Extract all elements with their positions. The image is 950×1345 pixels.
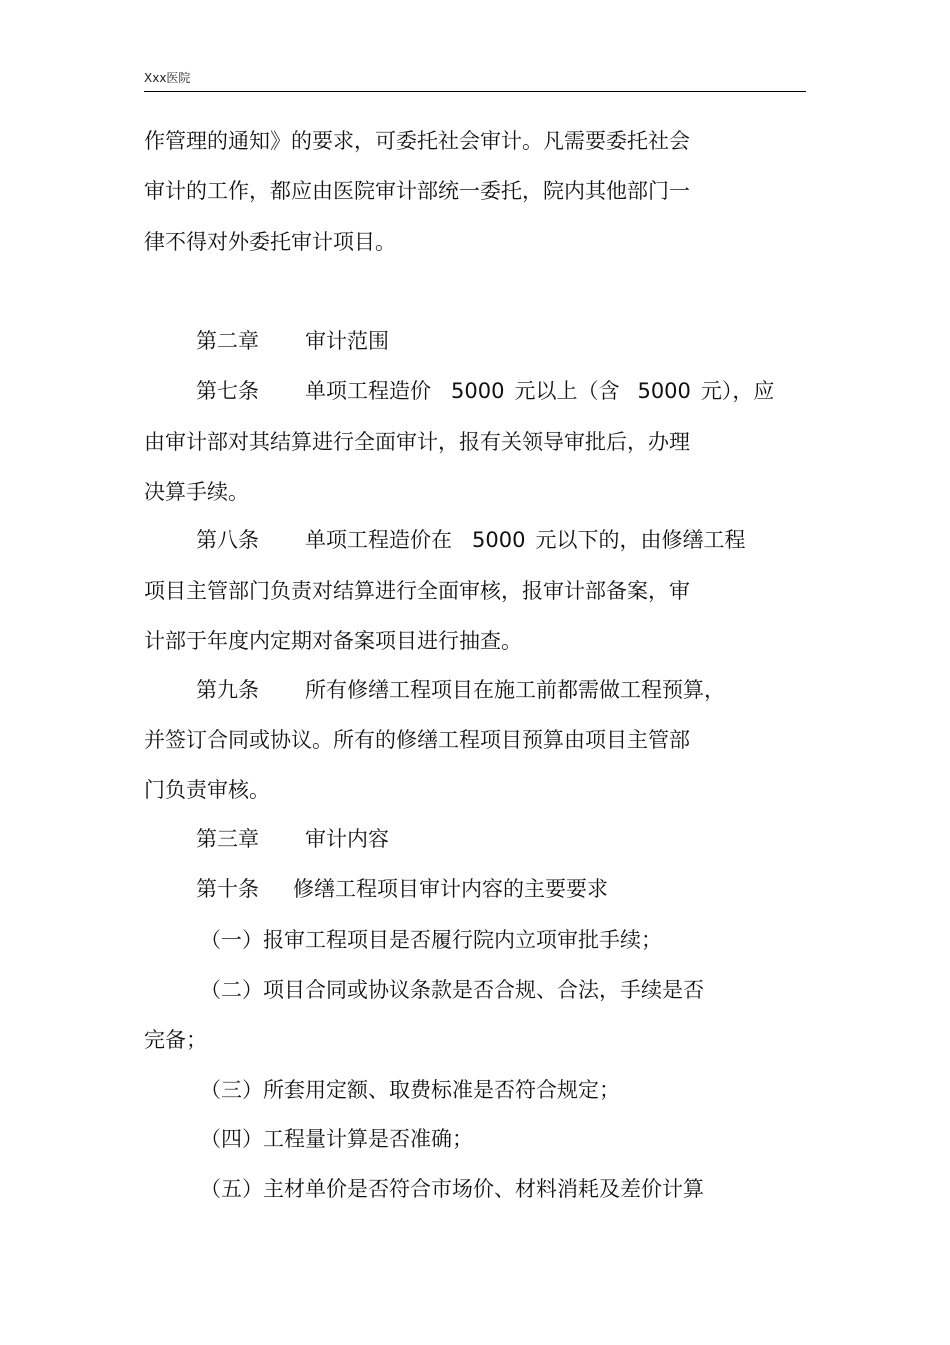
article-text: 单项工程造价 — [305, 379, 431, 403]
paragraph-line: 审计的工作，都应由医院审计部统一委托，院内其他部门一 — [144, 179, 690, 203]
list-item: （二）项目合同或协议条款是否合规、合法，手续是否 — [200, 978, 704, 1002]
list-item: （一）报审工程项目是否履行院内立项审批手续； — [200, 928, 662, 952]
chapter-heading — [196, 824, 389, 854]
paragraph-line: 决算手续。 — [144, 480, 249, 504]
article-text: 单项工程造价在 — [305, 528, 452, 552]
list-item: （五）主材单价是否符合市场价、材料消耗及差价计算 — [200, 1177, 704, 1201]
header-hospital-name: Xxx医院 — [144, 71, 191, 85]
article-label: 第七条 — [196, 379, 259, 403]
article-title: 修缮工程项目审计内容的主要要求 — [293, 877, 608, 901]
list-item: （四）工程量计算是否准确； — [200, 1127, 473, 1151]
paragraph-line: 计部于年度内定期对备案项目进行抽查。 — [144, 629, 522, 653]
list-item-continuation: 完备； — [144, 1028, 207, 1052]
chapter-heading — [196, 326, 389, 356]
paragraph-line: 门负责审核。 — [144, 778, 270, 802]
article-number: 5000 — [472, 528, 526, 552]
article-text: 元以下的，由修缮工程 — [535, 528, 746, 552]
paragraph-line: 作管理的通知》的要求，可委托社会审计。凡需要委托社会 — [144, 129, 690, 153]
article-line — [196, 874, 608, 904]
article-label: 第九条 — [196, 678, 259, 702]
paragraph-line: 项目主管部门负责对结算进行全面审核，报审计部备案，审 — [144, 579, 690, 603]
paragraph-line: 律不得对外委托审计项目。 — [144, 230, 396, 254]
paragraph-line: 并签订合同或协议。所有的修缮工程项目预算由项目主管部 — [144, 728, 690, 752]
chapter-label: 第三章 — [196, 827, 259, 851]
list-item: （三）所套用定额、取费标准是否符合规定； — [200, 1078, 620, 1102]
article-number: 5000 — [451, 379, 505, 403]
article-text: 所有修缮工程项目在施工前都需做工程预算， — [305, 678, 725, 702]
article-number: 5000 — [637, 379, 691, 403]
paragraph-line: 由审计部对其结算进行全面审计，报有关领导审批后，办理 — [144, 430, 690, 454]
chapter-label: 第二章 — [196, 329, 259, 353]
article-line — [196, 525, 745, 555]
chapter-title: 审计内容 — [305, 827, 389, 851]
header-divider — [144, 91, 806, 92]
article-text: 元），应 — [700, 379, 775, 403]
article-label: 第十条 — [196, 877, 259, 901]
article-text: 元以上（含 — [514, 379, 620, 403]
article-label: 第八条 — [196, 528, 259, 552]
article-line — [196, 376, 774, 406]
article-line — [196, 675, 725, 705]
chapter-title: 审计范围 — [305, 329, 389, 353]
